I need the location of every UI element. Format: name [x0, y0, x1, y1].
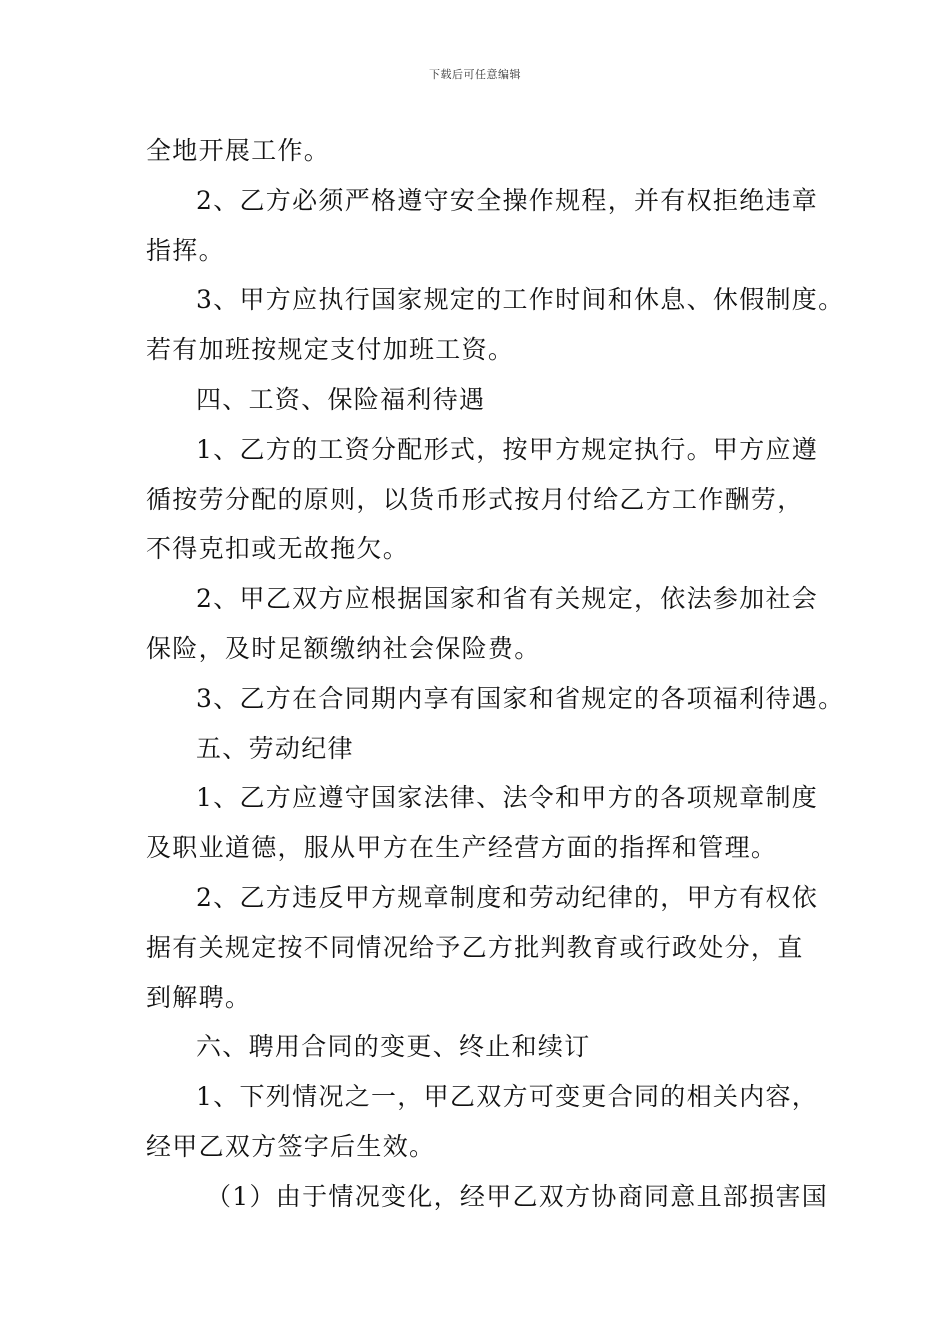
- text-line: 保险，及时足额缴纳社会保险费。: [146, 633, 541, 663]
- text-line: 2、乙方必须严格遵守安全操作规程，并有权拒绝违章: [196, 185, 819, 215]
- text-line: 若有加班按规定支付加班工资。: [146, 335, 515, 365]
- text-line: 3、乙方在合同期内享有国家和省规定的各项福利待遇。: [196, 683, 845, 713]
- text-line: 循按劳分配的原则，以货币形式按月付给乙方工作酬劳，: [146, 484, 804, 514]
- section-heading: 六、聘用合同的变更、终止和续订: [196, 1032, 591, 1062]
- text-line: 指挥。: [146, 235, 225, 265]
- text-line: 1、乙方的工资分配形式，按甲方规定执行。甲方应遵: [196, 434, 819, 464]
- text-line: 1、下列情况之一，甲乙双方可变更合同的相关内容，: [196, 1082, 819, 1112]
- text-line: 全地开展工作。: [146, 136, 331, 165]
- text-line: 经甲乙双方签字后生效。: [146, 1131, 436, 1161]
- section-heading: 五、劳动纪律: [196, 733, 354, 763]
- text-line: （1）由于情况变化，经甲乙双方协商同意且部损害国: [206, 1181, 829, 1211]
- text-line: 2、乙方违反甲方规章制度和劳动纪律的，甲方有权依: [196, 882, 819, 912]
- text-line: 2、甲乙双方应根据国家和省有关规定，依法参加社会: [196, 584, 819, 614]
- text-line: 到解聘。: [146, 982, 252, 1012]
- text-line: 3、甲方应执行国家规定的工作时间和休息、休假制度。: [196, 285, 845, 315]
- page-header: 下载后可任意编辑: [429, 68, 521, 81]
- text-line: 及职业道德，服从甲方在生产经营方面的指挥和管理。: [146, 833, 778, 863]
- text-line: 据有关规定按不同情况给予乙方批判教育或行政处分，直: [146, 932, 804, 962]
- text-line: 不得克扣或无故拖欠。: [146, 534, 410, 564]
- text-line: 1、乙方应遵守国家法律、法令和甲方的各项规章制度: [196, 783, 819, 813]
- document-body: [146, 126, 845, 1222]
- section-heading: 四、工资、保险福利待遇: [196, 384, 486, 414]
